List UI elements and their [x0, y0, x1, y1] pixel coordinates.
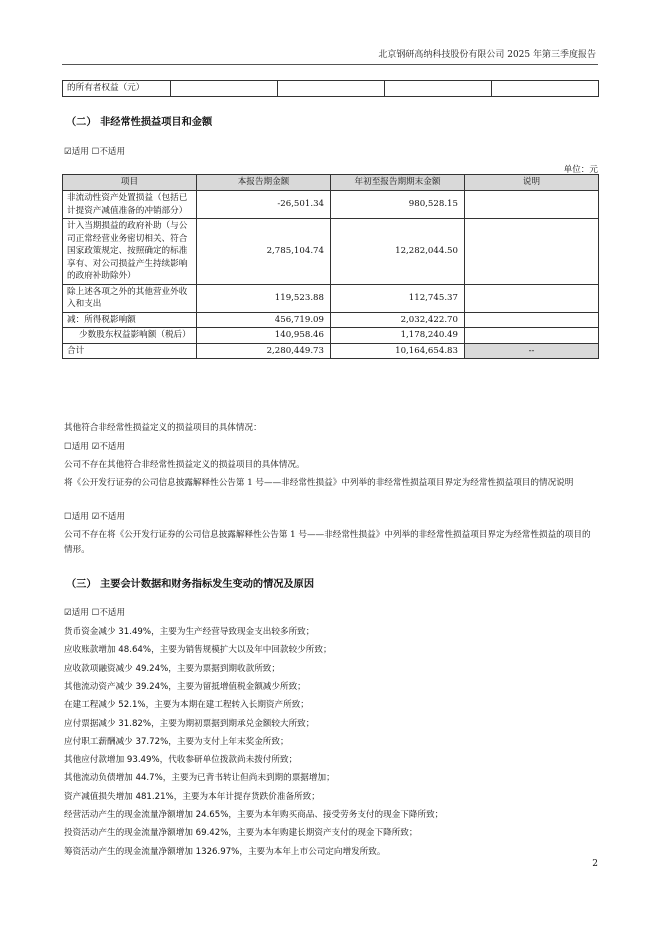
row-note — [465, 219, 599, 285]
table-cell — [492, 81, 599, 97]
change-reason: ，主要为留抵增值税金额减少所致； — [168, 681, 306, 692]
section-title-changes: （三） 主要会计数据和财务指标发生变动的情况及原因 — [66, 579, 315, 590]
change-reason: ，主要为票据到期收款所致； — [168, 663, 280, 674]
row-current: 2,280,449.73 — [197, 343, 331, 359]
change-item-label: 其他流动负债增加 — [64, 773, 136, 784]
change-percent: 48.64% — [118, 645, 152, 656]
list-item — [64, 735, 289, 747]
change-reason: ，主要为本期在建工程转入长期资产所致； — [145, 700, 309, 711]
other-items-options: ☐适用 ☑不适用 — [64, 442, 126, 452]
table-cell: 的所有者权益（元） — [63, 81, 171, 97]
change-reason: ，主要为期初票据到期承兑金额较大所致； — [151, 718, 315, 729]
change-reason: ，主要为本年计提存货跌价准备所致； — [173, 791, 320, 802]
table-cell — [278, 81, 385, 97]
change-percent: 49.24% — [135, 663, 169, 674]
other-items-heading: 其他符合非经常性损益定义的损益项目的具体情况： — [64, 423, 262, 433]
row-current: 119,523.88 — [197, 284, 331, 312]
table-header-row — [63, 175, 599, 191]
header-divider — [62, 64, 598, 65]
list-item — [64, 826, 418, 838]
report-header: 北京钢研高纳科技股份有限公司 2025 年第三季度报告 — [378, 50, 596, 60]
row-ytd: 2,032,422.70 — [331, 312, 465, 328]
change-item-label: 投资活动产生的现金流量净额增加 — [64, 828, 196, 839]
row-item: 少数股东权益影响额（税后） — [63, 328, 197, 344]
page-number: 2 — [592, 859, 598, 869]
equity-table-fragment — [62, 80, 599, 97]
row-current: 456,719.09 — [197, 312, 331, 328]
change-percent: 93.49% — [126, 755, 160, 766]
change-percent: 24.65% — [195, 810, 229, 820]
change-item-label: 应收款项融资减少 — [64, 663, 136, 674]
list-item — [64, 753, 297, 765]
row-item: 减：所得税影响额 — [63, 312, 197, 328]
change-reason: ，主要为已背书转让但尚未到期的票据增加； — [162, 773, 335, 784]
row-item: 除上述各项之外的其他营业外收入和支出 — [63, 284, 197, 312]
list-item — [64, 662, 280, 674]
change-item-label: 资产减值损失增加 — [64, 791, 136, 802]
change-reason: ，主要为生产经营导致现金支出较多所致； — [151, 627, 315, 637]
change-item-label: 筹资活动产生的现金流量净额增加 — [64, 846, 196, 857]
table-row — [63, 191, 599, 219]
change-reason: ，主要为支付上年末奖金所致； — [168, 736, 289, 747]
list-item — [64, 845, 385, 857]
row-ytd: 10,164,654.83 — [331, 343, 465, 359]
change-percent: 481.21% — [135, 791, 174, 802]
reclassification-statement: 公司不存在将《公开发行证券的公司信息披露解释性公告第 1 号——非经常性损益》中列举的非经常性损益项目界定为经常性损益的项目的情形。 — [64, 530, 591, 555]
section-title-non-recurring: （二） 非经常性损益项目和金额 — [66, 117, 213, 128]
change-item-label: 应付职工薪酬减少 — [64, 736, 136, 747]
change-reason: ，主要为销售规模扩大以及年中回款较少所致； — [151, 645, 332, 656]
list-item — [64, 625, 314, 637]
change-reason: ，主要为本年上市公司定向增发所致。 — [239, 846, 386, 857]
change-percent: 44.7% — [135, 773, 163, 784]
change-reason: ，代收参研单位拨款尚未拨付所致； — [159, 755, 298, 766]
table-row — [63, 328, 599, 344]
applicability-options: ☑适用 ☐不适用 — [64, 147, 126, 157]
list-item — [64, 808, 443, 820]
row-ytd: 12,282,044.50 — [331, 219, 465, 285]
column-header: 年初至报告期期末金额 — [331, 175, 465, 191]
non-recurring-table — [62, 174, 599, 359]
row-ytd: 1,178,240.49 — [331, 328, 465, 344]
change-reason: ，主要为本年购建长期资产支付的现金下降所致； — [228, 828, 418, 839]
row-item: 非流动性资产处置损益（包括已计提资产减值准备的冲销部分） — [63, 191, 197, 219]
table-row — [63, 219, 599, 285]
list-item — [64, 771, 335, 783]
row-ytd: 980,528.15 — [331, 191, 465, 219]
change-item-label: 其他应付款增加 — [64, 755, 127, 766]
list-item — [64, 643, 332, 655]
change-item-label: 应付票据减少 — [64, 718, 119, 729]
row-note: -- — [465, 343, 599, 359]
change-percent: 31.82% — [118, 718, 152, 729]
list-item — [64, 717, 314, 729]
column-header: 本报告期金额 — [197, 175, 331, 191]
table-row — [63, 284, 599, 312]
change-percent: 31.49% — [118, 627, 152, 637]
row-ytd: 112,745.37 — [331, 284, 465, 312]
row-current: 2,785,104.74 — [197, 219, 331, 285]
row-note — [465, 191, 599, 219]
list-item — [64, 680, 306, 692]
row-current: -26,501.34 — [197, 191, 331, 219]
table-row-total — [63, 343, 599, 359]
change-item-label: 经营活动产生的现金流量净额增加 — [64, 810, 196, 820]
change-percent: 1326.97% — [195, 846, 240, 857]
table-cell — [171, 81, 278, 97]
table-row — [63, 312, 599, 328]
change-item-label: 其他流动资产减少 — [64, 681, 136, 692]
reclassification-heading: 将《公开发行证券的公司信息披露解释性公告第 1 号——非经常性损益》中列举的非经常性损益项目界定为经常性损益项目的情况说明 — [64, 478, 574, 488]
column-header: 项目 — [63, 175, 197, 191]
row-item: 合计 — [63, 343, 197, 359]
change-percent: 69.42% — [195, 828, 229, 839]
row-note — [465, 312, 599, 328]
list-item — [64, 698, 309, 710]
row-note — [465, 284, 599, 312]
change-item-label: 货币资金减少 — [64, 627, 119, 637]
change-reason: ，主要为本年购买商品、接受劳务支付的现金下降所致； — [228, 810, 444, 820]
list-item — [64, 790, 320, 802]
reclassification-options: ☐适用 ☑不适用 — [64, 512, 126, 522]
change-percent: 39.24% — [135, 681, 169, 692]
column-header: 说明 — [465, 175, 599, 191]
row-note — [465, 328, 599, 344]
change-item-label: 应收账款增加 — [64, 645, 119, 656]
row-item: 计入当期损益的政府补助（与公司正常经营业务密切相关、符合国家政策规定、按照确定的标准享有、对公司损益产生持续影响的政府补助除外） — [63, 219, 197, 285]
change-percent: 52.1% — [118, 700, 146, 711]
change-item-label: 在建工程减少 — [64, 700, 119, 711]
other-items-statement: 公司不存在其他符合非经常性损益定义的损益项目的具体情况。 — [64, 460, 305, 470]
table-cell — [385, 81, 492, 97]
row-current: 140,958.46 — [197, 328, 331, 344]
change-percent: 37.72% — [135, 736, 169, 747]
applicability-options: ☑适用 ☐不适用 — [64, 608, 126, 618]
unit-label: 单位：元 — [563, 165, 598, 175]
table-row — [63, 81, 599, 97]
